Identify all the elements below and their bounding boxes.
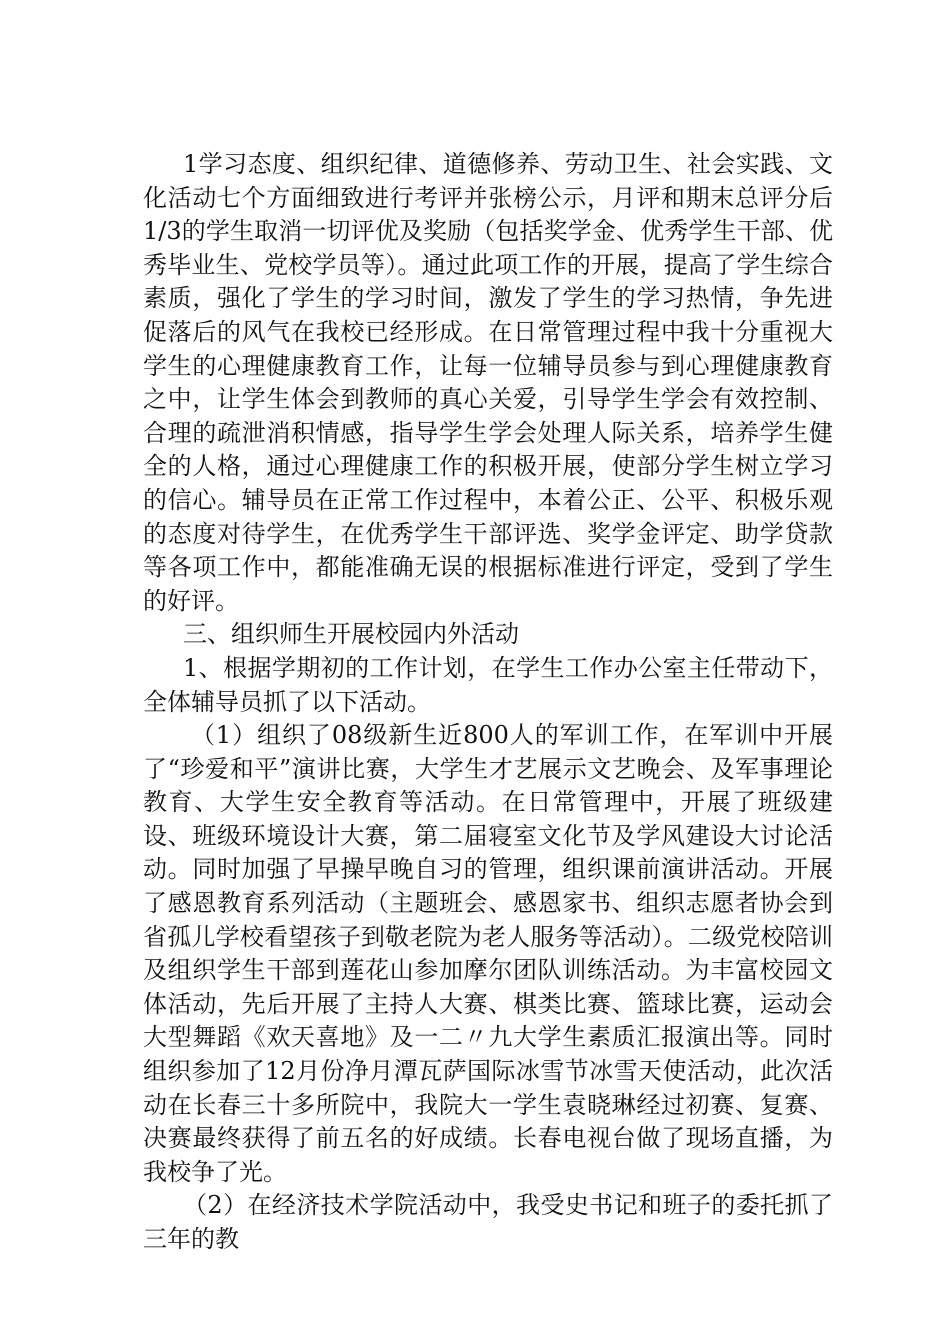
- paragraph-plan: 1、根据学期初的工作计划，在学生工作办公室主任带动下，全体辅导员抓了以下活动。: [143, 653, 833, 716]
- document-body: [143, 148, 833, 1257]
- paragraph-military-training: （1）组织了08级新生近800人的军训工作，在军训中开展了“珍爱和平”演讲比赛，大学生才艺展示文艺晚会、及军事理论教育、大学生安全教育等活动。在日常管理中，开展了班级建设、班级环境设计大赛，第二届寝室文化节及学风建设大讨论活动。同时加强了早操早晚自习的管理，组织课前演讲活动。开展了感恩教育系列活动（主题班会、感恩家书、组织志愿者协会到省孤儿学校看望孩子到敬老院为老人服务等活动）。二级党校陪训及组织学生干部到莲花山参加摩尔团队训练活动。为丰富校园文体活动，先后开展了主持人大赛、棋类比赛、篮球比赛，运动会大型舞蹈《欢天喜地》及一二〃九大学生素质汇报演出等。同时组织参加了12月份净月潭瓦萨国际冰雪节冰雪天使活动，此次活动在长春三十多所院中，我院大一学生袁晓琳经过初赛、复赛、决赛最终获得了前五名的好成绩。长春电视台做了现场直播，为我校争了光。: [143, 721, 833, 1186]
- paragraph-economics-college: （2）在经济技术学院活动中，我受史书记和班子的委托抓了三年的教: [143, 1191, 833, 1253]
- section-heading-activities: 三、组织师生开展校园内外活动: [183, 620, 519, 649]
- paragraph-evaluation: 1学习态度、组织纪律、道德修养、劳动卫生、社会实践、文化活动七个方面细致进行考评并张榜公示，月评和期末总评分后1/3的学生取消一切评优及奖励（包括奖学金、优秀学生干部、优秀毕业生、党校学员等）。通过此项工作的开展，提高了学生综合素质，强化了学生的学习时间，激发了学生的学习热情，争先进促落后的风气在我校已经形成。在日常管理过程中我十分重视大学生的心理健康教育工作，让每一位辅导员参与到心理健康教育之中，让学生体会到教师的真心关爱，引导学生学会有效控制、合理的疏泄消积情感，指导学生学会处理人际关系，培养学生健全的人格，通过心理健康工作的积极开展，使部分学生树立学习的信心。辅导员在正常工作过程中，本着公正、公平、积极乐观的态度对待学生，在优秀学生干部评选、奖学金评定、助学贷款等各项工作中，都能准确无误的根据标准进行评定，受到了学生的好评。: [143, 150, 833, 615]
